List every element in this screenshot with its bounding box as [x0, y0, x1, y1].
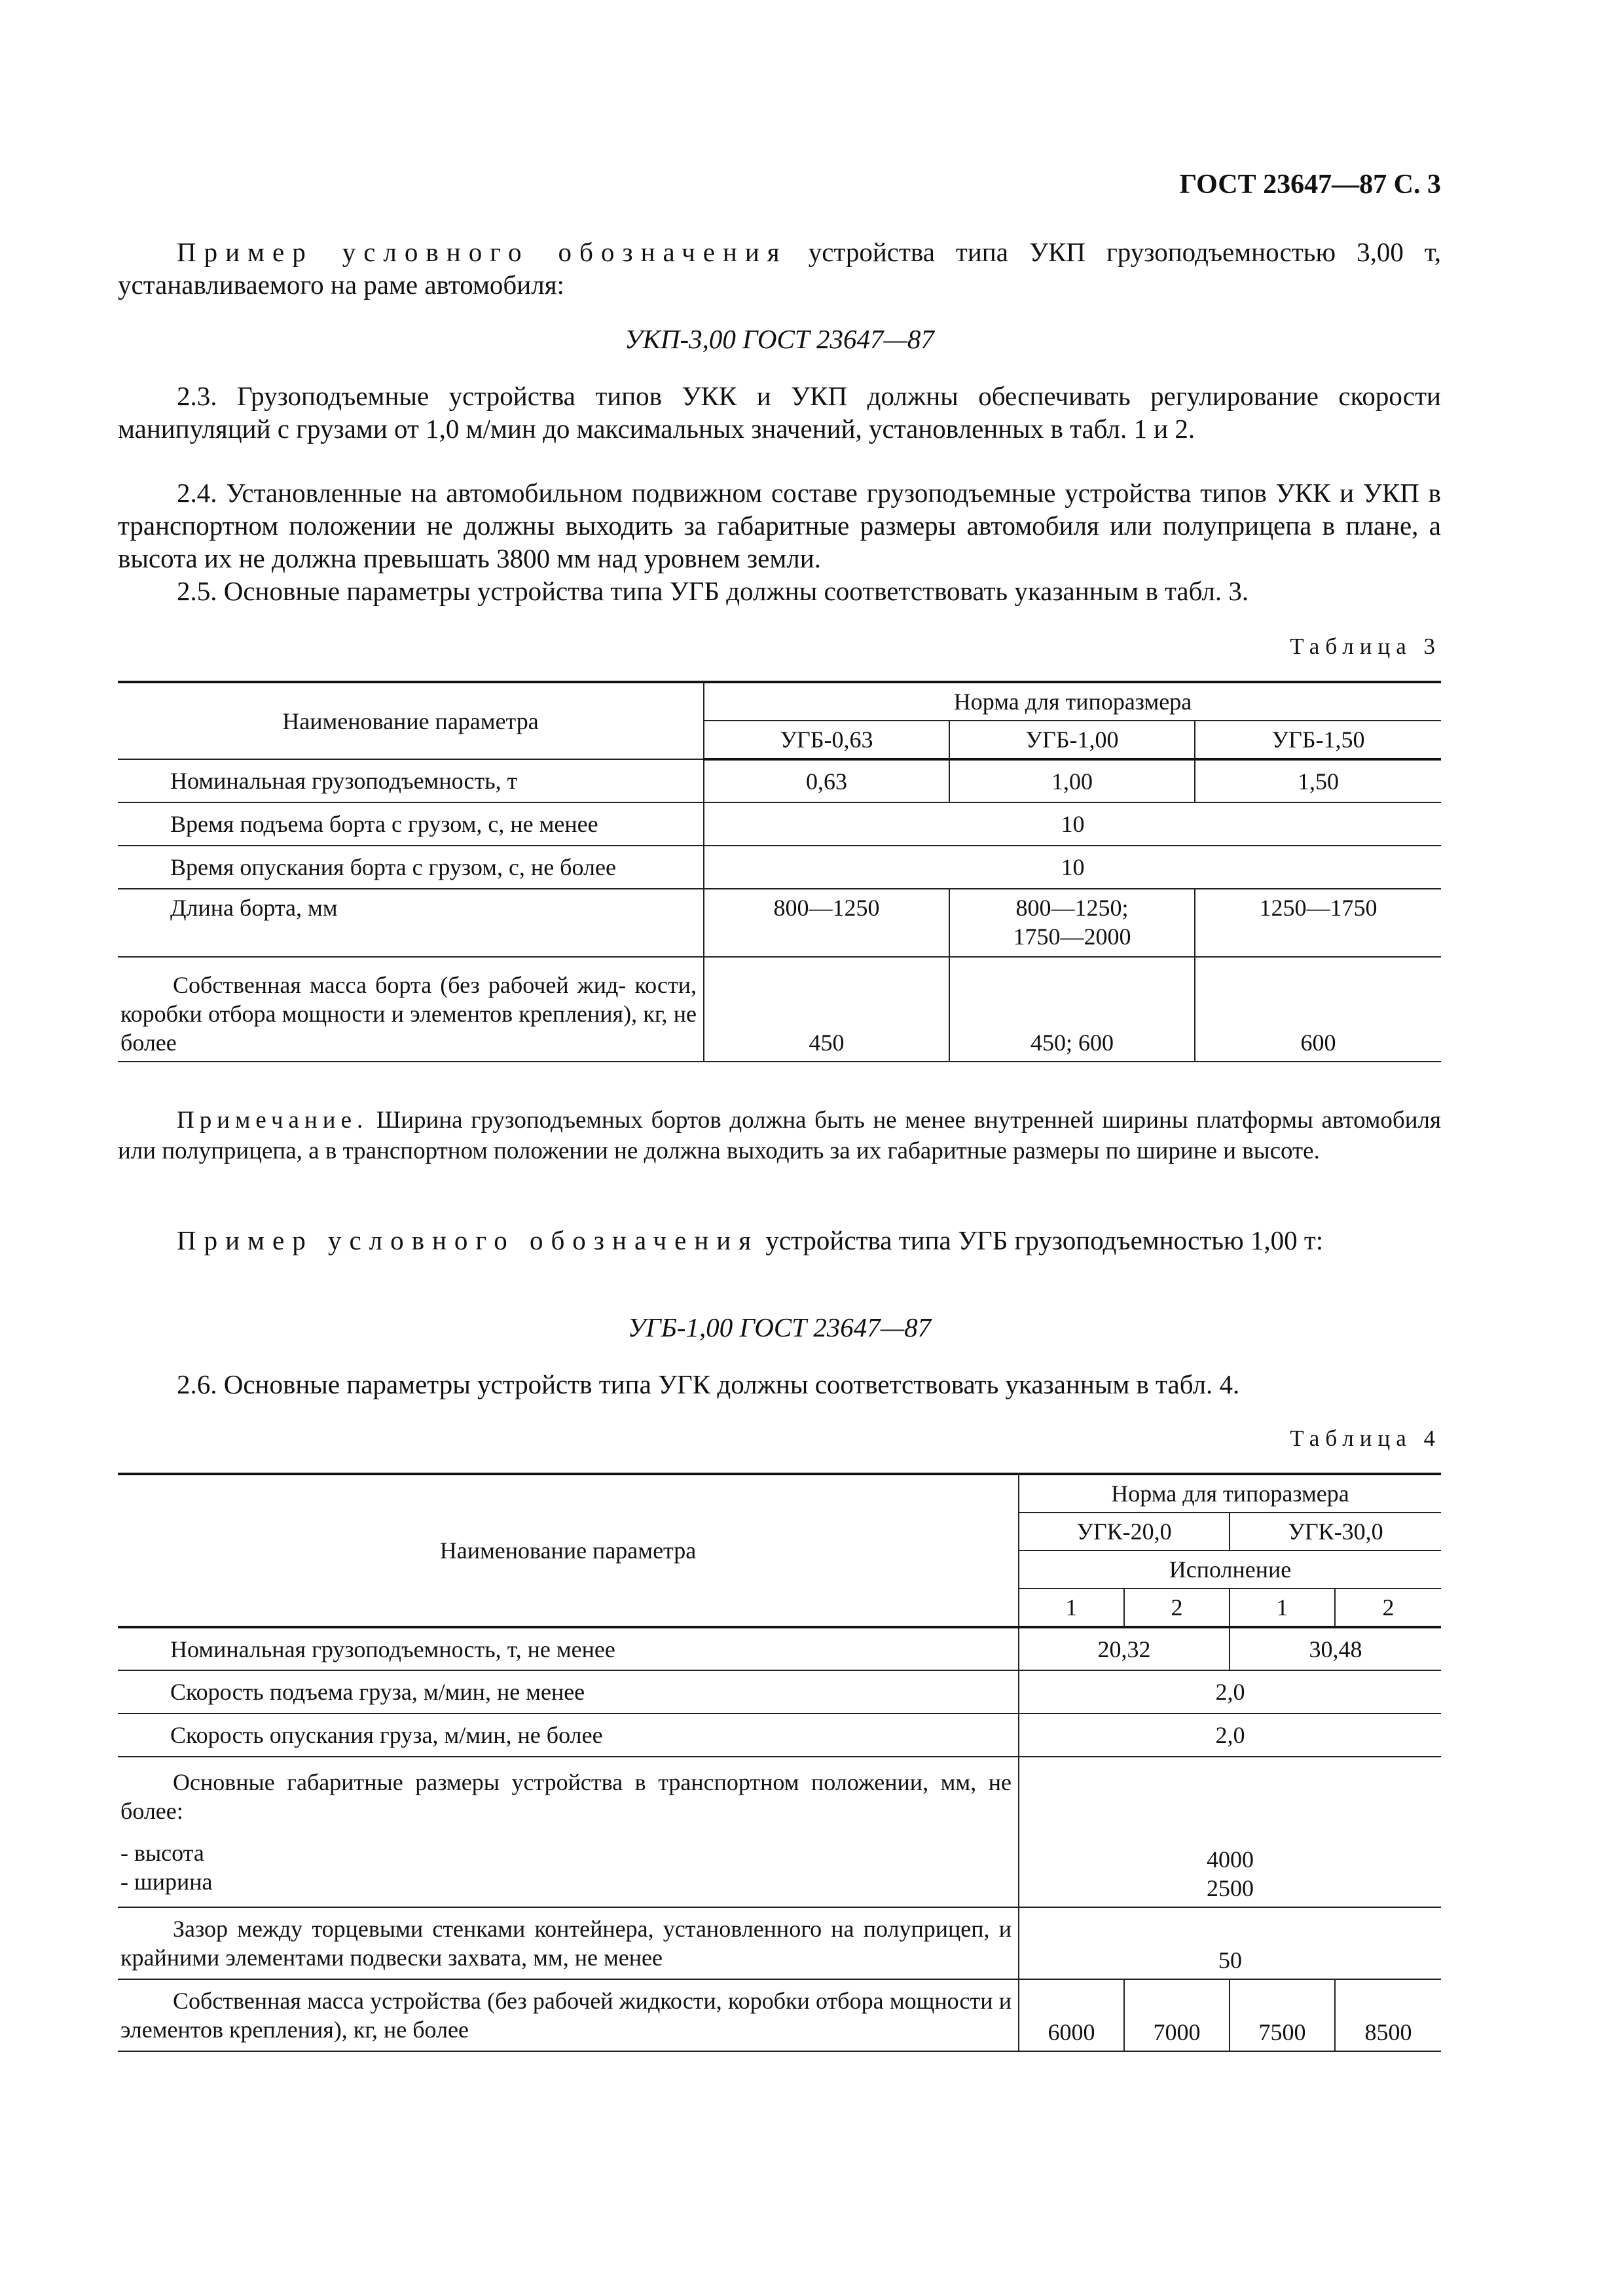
table-row: [118, 802, 1441, 846]
row-name: Скорость подъема груза, м/мин, не менее: [118, 1670, 1019, 1713]
table-row: [118, 1670, 1441, 1713]
row-name: [118, 1757, 1019, 1907]
cell-value: 1,50: [1195, 759, 1441, 802]
paragraph-2-4: 2.4. Установленные на автомобильном подвижном составе грузоподъемные устройства типов УКК и УКП в транспортном положении не должны выходить за габаритные размеры автомобиля или полуприцепа в плане, а высота их не должна превышать 3800 мм над уровнем земли.: [118, 478, 1441, 573]
cell-value: 600: [1195, 957, 1441, 1062]
example-2-text: устройства типа УГБ грузоподъемностью 1,00 т:: [759, 1225, 1324, 1255]
cell-value: 800—1250: [704, 889, 949, 957]
table-4-exec: 2: [1124, 1588, 1230, 1627]
cell-line: 1750—2000: [1013, 924, 1131, 950]
cell-value: 10: [704, 802, 1441, 846]
cell-line: 4000: [1207, 1846, 1254, 1873]
table-row: [118, 1757, 1441, 1907]
table-4: [118, 1473, 1441, 2052]
row-name: Номинальная грузоподъемность, т, не менее: [118, 1627, 1019, 1670]
example-2-designation: УГБ-1,00 ГОСТ 23647—87: [627, 1312, 932, 1342]
table-3-col: УГБ-0,63: [704, 721, 949, 759]
cell-value: 450; 600: [949, 957, 1195, 1062]
cell-value: 50: [1019, 1907, 1441, 1979]
note-text: Ширина грузоподъемных бортов должна быть не менее внутренней ширины платформы автомобиля или полуприцепа, а в транспортном положении не должна выходить за их габаритные размеры по ширине и высоте.: [118, 1107, 1441, 1164]
row-name: Длина борта, мм: [118, 889, 704, 957]
table-row: [118, 1713, 1441, 1757]
row-name: Время опускания борта с грузом, с, не более: [118, 846, 704, 889]
table-row: [118, 1907, 1441, 1979]
note-paragraph: [118, 1105, 1441, 1166]
paragraph-2-6: 2.6. Основные параметры устройств типа УГК должны соответствовать указанным в табл. 4.: [177, 1369, 1240, 1399]
cell-value: 1,00: [949, 759, 1195, 802]
cell-value: 1250—1750: [1195, 889, 1441, 957]
table-4-col: УГК-30,0: [1230, 1513, 1441, 1551]
table-4-caption: Таблица 4: [1290, 1426, 1441, 1451]
cell-value: 2,0: [1019, 1670, 1441, 1713]
table-4-col: УГК-20,0: [1019, 1513, 1230, 1551]
row-name-line: кости, коробки отбора мощности и элементов крепления), кг, не более: [120, 972, 697, 1056]
cell-value: [949, 889, 1195, 957]
example-1-designation: УКП-3,00 ГОСТ 23647—87: [625, 324, 934, 354]
table-row: [118, 1627, 1441, 1670]
table-4-head-param: Наименование параметра: [118, 1474, 1019, 1627]
cell-value: 20,32: [1019, 1627, 1230, 1670]
table-4-head-exec: Исполнение: [1019, 1551, 1441, 1588]
cell-value: 2,0: [1019, 1713, 1441, 1757]
row-name: Номинальная грузоподъемность, т: [118, 759, 704, 802]
table-4-exec: 1: [1230, 1588, 1335, 1627]
paragraph-2-5: 2.5. Основные параметры устройства типа УГБ должны соответствовать указанным в табл. 3.: [177, 576, 1249, 606]
row-name: Время подъема борта с грузом, с, не менее: [118, 802, 704, 846]
cell-value: 450: [704, 957, 949, 1062]
example-2-paragraph: [118, 1224, 1441, 1257]
example-1-text: устройства типа УКП грузоподъемностью 3,00 т, устанавливаемого на раме автомобиля:: [118, 237, 1442, 300]
row-name-line: Собственная масса борта (без рабочей жид-: [173, 972, 627, 998]
page-header: ГОСТ 23647—87 С. 3: [1179, 170, 1441, 200]
table-4-head-norm: Норма для типоразмера: [1019, 1474, 1441, 1513]
table-3-col: УГБ-1,00: [949, 721, 1195, 759]
table-4-exec: 2: [1335, 1588, 1441, 1627]
table-row: [118, 889, 1441, 957]
example-1-label: Пример условного обозначения: [177, 237, 788, 267]
cell-line: 800—1250;: [1015, 895, 1129, 921]
row-name: Собственная масса устройства (без рабочей жидкости, коробки отбора мощности и элементов крепления), кг, не более: [118, 1979, 1019, 2051]
table-3-caption: Таблица 3: [1290, 634, 1441, 659]
cell-value: [1019, 1757, 1441, 1907]
cell-value: 7500: [1230, 1979, 1335, 2051]
paragraph-2-3: 2.3. Грузоподъемные устройства типов УКК и УКП должны обеспечивать регулирование скорости манипуляций с грузами от 1,0 м/мин до максимальных значений, установленных в табл. 1 и 2.: [118, 381, 1441, 444]
row-name-main: Основные габаритные размеры устройства в транспортном положении, мм, не более:: [120, 1769, 1012, 1824]
table-4-exec: 1: [1019, 1588, 1124, 1627]
cell-value: 7000: [1124, 1979, 1230, 2051]
row-name: Скорость опускания груза, м/мин, не более: [118, 1713, 1019, 1757]
table-row: [118, 759, 1441, 802]
table-3: [118, 681, 1441, 1062]
table-3-head-norm: Норма для типоразмера: [704, 682, 1441, 721]
cell-value: 6000: [1019, 1979, 1124, 2051]
cell-value: 10: [704, 846, 1441, 889]
table-row: [118, 846, 1441, 889]
example-2-label: Пример условного обозначения: [177, 1225, 759, 1255]
row-name: Зазор между торцевыми стенками контейнера, установленного на полуприцеп, и крайними элементами подвески захвата, мм, не менее: [118, 1907, 1019, 1979]
note-label: Примечание.: [177, 1107, 369, 1134]
cell-value: 30,48: [1230, 1627, 1441, 1670]
row-name-sub: - высота: [120, 1840, 204, 1866]
table-3-col: УГБ-1,50: [1195, 721, 1441, 759]
cell-value: 0,63: [704, 759, 949, 802]
table-3-head-param: Наименование параметра: [118, 682, 704, 759]
row-name: [118, 957, 704, 1062]
row-name-sub: - ширина: [120, 1869, 213, 1895]
table-row: [118, 957, 1441, 1062]
cell-value: 8500: [1335, 1979, 1441, 2051]
table-row: [118, 1979, 1441, 2051]
cell-line: 2500: [1207, 1875, 1254, 1901]
example-1-paragraph: [118, 236, 1441, 301]
